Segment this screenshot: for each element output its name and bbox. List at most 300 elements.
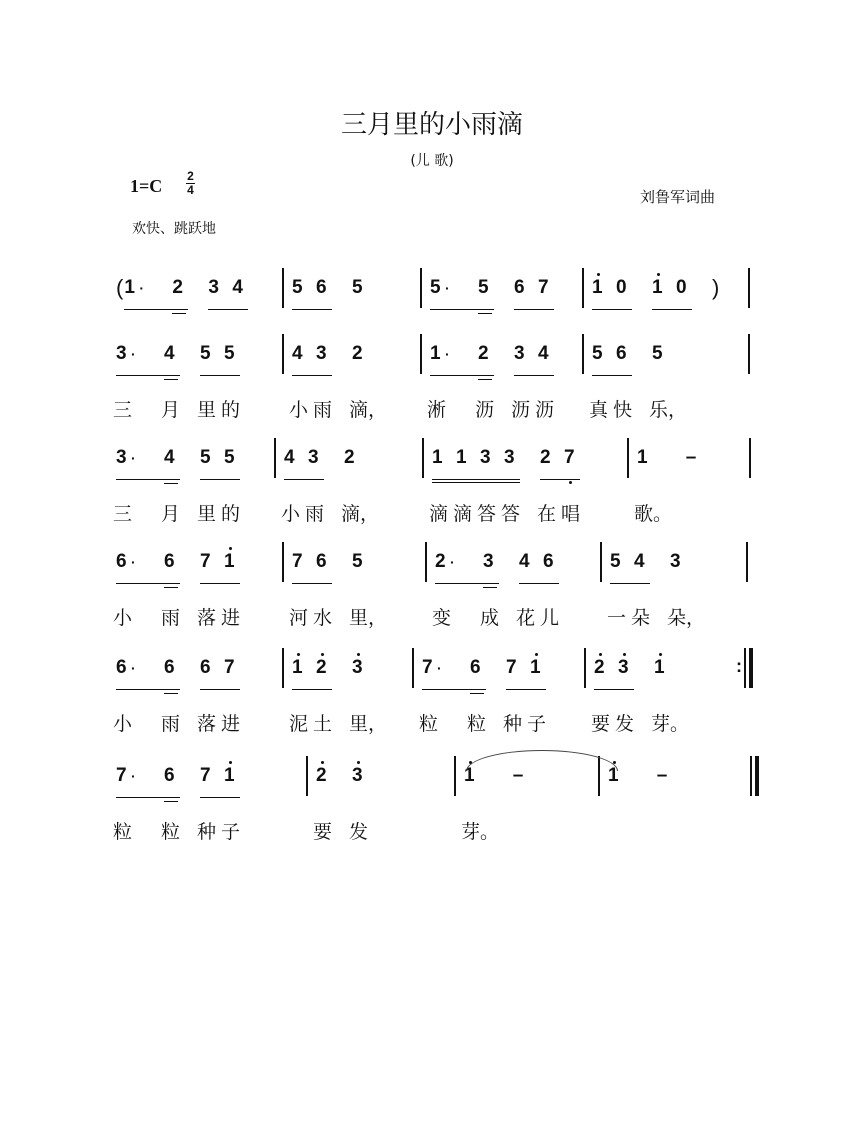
- eighth-beam: [116, 583, 180, 584]
- note-digit: 3: [352, 765, 363, 786]
- open-parenthesis: (: [116, 275, 124, 300]
- note-group: [197, 756, 248, 843]
- lyric: 月: [161, 399, 181, 421]
- lyric: 在: [537, 503, 557, 525]
- low-octave-dot: [569, 481, 572, 484]
- note-group: [537, 438, 588, 525]
- note-digit: 4: [164, 447, 175, 468]
- measure: [112, 334, 282, 421]
- note-group: [349, 542, 388, 629]
- song-title: 三月里的小雨滴: [340, 110, 523, 140]
- high-octave-dot: [623, 653, 626, 656]
- note: [676, 268, 700, 308]
- final-barline: [750, 756, 759, 796]
- time-signature-bottom: 4: [187, 183, 194, 197]
- note: [316, 268, 340, 308]
- note-digit: 1: [654, 657, 665, 678]
- note-digit: 6: [616, 343, 627, 364]
- note-group: [281, 438, 332, 525]
- note-digit: 5: [430, 277, 441, 298]
- note-digit: –: [656, 765, 668, 786]
- lyric: 粒: [161, 821, 181, 843]
- measure: [112, 756, 306, 843]
- measure: [422, 438, 627, 525]
- lyric: 要: [313, 821, 333, 843]
- measure: [598, 756, 750, 796]
- note-digit: 2: [344, 447, 355, 468]
- note: [313, 334, 340, 421]
- note-group: [516, 542, 567, 629]
- measure: [112, 438, 274, 525]
- measure: [582, 268, 748, 308]
- note-group: [432, 542, 507, 629]
- lyric: 粒: [419, 713, 439, 735]
- augmentation-dot: ·: [450, 554, 455, 570]
- eighth-beam: [514, 309, 554, 310]
- note-digit: 0: [676, 277, 687, 298]
- note-digit: 7: [506, 657, 517, 678]
- note-digit: 2: [594, 657, 605, 678]
- eighth-beam: [292, 689, 332, 690]
- lyric: 芽。: [461, 821, 500, 843]
- high-octave-dot: [657, 273, 660, 276]
- lyric: 水: [313, 607, 333, 629]
- tempo-marking: 欢快、跳跃地: [132, 221, 216, 237]
- sixteenth-underline: [478, 379, 492, 380]
- note-group: [419, 648, 494, 735]
- lyric: 朵，: [667, 607, 706, 629]
- note-group: [292, 268, 340, 308]
- lyric: 里: [197, 503, 217, 525]
- note: [232, 268, 256, 308]
- lyric: 小: [289, 399, 309, 421]
- lyric: 的: [221, 503, 241, 525]
- note: [649, 334, 688, 421]
- note-group: [197, 648, 248, 735]
- note: [289, 334, 316, 421]
- measure: [282, 268, 420, 308]
- note-digit: 3: [116, 343, 127, 364]
- measure: [274, 438, 422, 525]
- time-signature-top: 2: [187, 169, 194, 183]
- note: [607, 542, 634, 629]
- note: [467, 648, 494, 735]
- note-digit: 2: [316, 657, 327, 678]
- note-group: [592, 268, 640, 308]
- note: [453, 438, 480, 525]
- note: [661, 438, 721, 478]
- high-octave-dot: [659, 653, 662, 656]
- lyric: 土: [313, 713, 333, 735]
- lyric: 发: [349, 821, 369, 843]
- eighth-beam: [292, 583, 332, 584]
- note-digit: 1: [224, 551, 235, 572]
- note: [197, 438, 224, 525]
- note: [516, 542, 543, 629]
- lyric: 发: [615, 713, 635, 735]
- lyric: 里: [197, 399, 217, 421]
- note: [429, 438, 456, 525]
- eighth-beam: [652, 309, 692, 310]
- lyric: 滴，: [349, 399, 388, 421]
- note: [651, 648, 690, 735]
- note: [430, 268, 478, 308]
- note-group: [430, 268, 502, 308]
- note-digit: 1: [432, 447, 443, 468]
- eighth-beam: [208, 309, 248, 310]
- measure: [282, 648, 412, 735]
- close-parenthesis: ): [712, 275, 720, 300]
- note: [480, 542, 507, 629]
- note-group: [289, 648, 340, 735]
- note-group: [197, 438, 248, 525]
- note: [113, 542, 164, 629]
- note-digit: 6: [116, 657, 127, 678]
- sixteenth-underline: [172, 313, 186, 314]
- repeat-barline: [744, 648, 753, 688]
- note-digit: 2: [316, 765, 327, 786]
- sixteenth-underline: [478, 313, 492, 314]
- note-group: [429, 438, 528, 525]
- note-digit: 5: [200, 447, 211, 468]
- single-barline: [748, 334, 750, 374]
- eighth-beam: [124, 309, 188, 310]
- lyric: 答: [501, 503, 521, 525]
- note: [208, 268, 232, 308]
- note: [341, 438, 380, 525]
- augmentation-dot: ·: [131, 450, 136, 466]
- lyric: 泥: [289, 713, 309, 735]
- composer: 刘鲁军词曲: [640, 188, 716, 206]
- lyric: 歌。: [634, 503, 673, 525]
- lyric: 落: [197, 607, 217, 629]
- note: [221, 648, 248, 735]
- note-digit: 5: [610, 551, 621, 572]
- note: [591, 648, 618, 735]
- lyric: 粒: [113, 821, 133, 843]
- lyric: 滴: [453, 503, 473, 525]
- note: [289, 542, 316, 629]
- note: [292, 268, 316, 308]
- note-group: [511, 334, 562, 421]
- note: [313, 756, 340, 843]
- eighth-beam: [432, 479, 520, 480]
- note-digit: 6: [116, 551, 127, 572]
- high-octave-dot: [357, 761, 360, 764]
- measure: [306, 756, 454, 843]
- eighth-beam: [540, 479, 580, 480]
- lyric: 答: [477, 503, 497, 525]
- note-group: [289, 542, 340, 629]
- note: [113, 438, 164, 525]
- note: [613, 334, 640, 421]
- note-digit: 7: [224, 657, 235, 678]
- note-group: [608, 756, 692, 796]
- note-digit: 2: [478, 343, 489, 364]
- eighth-beam: [292, 375, 332, 376]
- note-digit: 4: [164, 343, 175, 364]
- lyric: 三: [113, 399, 133, 421]
- lyric: 乐，: [649, 399, 688, 421]
- lyric: 三: [113, 503, 133, 525]
- measure: [420, 334, 582, 421]
- measure: [420, 268, 582, 308]
- note: [161, 756, 188, 843]
- song-subtitle: (儿 歌): [410, 153, 454, 169]
- single-barline: [748, 268, 750, 308]
- sixteenth-underline: [164, 587, 178, 588]
- note-digit: 3: [514, 343, 525, 364]
- note-digit: 4: [634, 551, 645, 572]
- lyric: 落: [197, 713, 217, 735]
- note-digit: 1: [124, 277, 135, 298]
- sixteenth-underline: [483, 587, 497, 588]
- eighth-beam: [422, 689, 486, 690]
- note-digit: 4: [538, 343, 549, 364]
- eighth-beam: [116, 375, 180, 376]
- note: [540, 542, 567, 629]
- lyric: 芽。: [651, 713, 690, 735]
- note-digit: 2: [172, 277, 183, 298]
- note-digit: 6: [164, 551, 175, 572]
- lyric: 的: [221, 399, 241, 421]
- eighth-beam: [116, 689, 180, 690]
- note-digit: 3: [504, 447, 515, 468]
- note: [289, 648, 316, 735]
- measure: [425, 542, 600, 629]
- lyric: 种: [503, 713, 523, 735]
- note-group: [113, 438, 188, 525]
- eighth-beam: [430, 309, 494, 310]
- lyric: 沥: [475, 399, 495, 421]
- note-digit: 5: [200, 343, 211, 364]
- note: [501, 438, 528, 525]
- note: [477, 438, 504, 525]
- note: [478, 268, 502, 308]
- score-row: [112, 756, 750, 876]
- note-digit: 3: [618, 657, 629, 678]
- sixteenth-underline: [164, 801, 178, 802]
- sixteenth-underline: [164, 693, 178, 694]
- note-group: [503, 648, 554, 735]
- note: [221, 756, 248, 843]
- note-digit: –: [512, 765, 524, 786]
- note-digit: 4: [519, 551, 530, 572]
- note: [634, 438, 673, 525]
- note: [113, 648, 164, 735]
- lyric: 月: [161, 503, 181, 525]
- high-octave-dot: [535, 653, 538, 656]
- eighth-beam: [592, 375, 632, 376]
- note-digit: 2: [540, 447, 551, 468]
- note-group: [349, 334, 388, 421]
- note: [221, 334, 248, 421]
- note: [349, 334, 388, 421]
- note-group: [589, 334, 640, 421]
- eighth-beam: [116, 797, 180, 798]
- eighth-beam: [435, 583, 499, 584]
- note: [432, 542, 483, 629]
- lyric: 小: [281, 503, 301, 525]
- note-digit: 6: [514, 277, 525, 298]
- measure: [584, 648, 744, 735]
- augmentation-dot: ·: [131, 768, 136, 784]
- lyric: 里，: [349, 607, 388, 629]
- eighth-beam: [200, 797, 240, 798]
- note: [305, 438, 332, 525]
- note: [349, 756, 376, 843]
- note: [349, 648, 388, 735]
- note-digit: 5: [292, 277, 303, 298]
- note-digit: 7: [422, 657, 433, 678]
- note-digit: 6: [316, 551, 327, 572]
- note-digit: 7: [200, 765, 211, 786]
- lyric: 淅: [427, 399, 447, 421]
- lyric: 进: [221, 713, 241, 735]
- note-group: [634, 438, 721, 525]
- note-digit: 6: [316, 277, 327, 298]
- note-group: [667, 542, 706, 629]
- measure: [282, 542, 425, 629]
- note-digit: 5: [652, 343, 663, 364]
- time-signature: [186, 171, 195, 196]
- lyric: 雨: [305, 503, 325, 525]
- lyric: 进: [221, 607, 241, 629]
- note: [632, 756, 692, 796]
- measure: [112, 268, 282, 308]
- lyric: 粒: [467, 713, 487, 735]
- high-octave-dot: [229, 761, 232, 764]
- note: [537, 438, 564, 525]
- single-barline: [749, 438, 751, 478]
- eighth-beam: [514, 375, 554, 376]
- augmentation-dot: ·: [131, 346, 136, 362]
- note-group: [113, 756, 188, 843]
- note-digit: 6: [164, 657, 175, 678]
- lyric: 小: [113, 713, 133, 735]
- note: [313, 648, 340, 735]
- note-digit: 4: [232, 277, 243, 298]
- eighth-beam: [200, 375, 240, 376]
- lyric: 变: [432, 607, 452, 629]
- eighth-beam: [200, 689, 240, 690]
- note-group: [652, 268, 700, 308]
- score-row: [112, 542, 746, 662]
- note-digit: 6: [164, 765, 175, 786]
- note: [616, 268, 640, 308]
- note-digit: 6: [200, 657, 211, 678]
- lyric: 朵: [631, 607, 651, 629]
- note-group: [113, 334, 188, 421]
- note-digit: 1: [652, 277, 663, 298]
- lyric: 滴: [429, 503, 449, 525]
- lyric: 沥: [535, 399, 555, 421]
- score-row: [112, 438, 749, 558]
- note-digit: 6: [543, 551, 554, 572]
- note: [535, 334, 562, 421]
- augmentation-dot: ·: [131, 660, 136, 676]
- note-digit: 1: [224, 765, 235, 786]
- lyric: 要: [591, 713, 611, 735]
- augmentation-dot: ·: [131, 554, 136, 570]
- note: [161, 542, 188, 629]
- augmentation-dot: ·: [445, 280, 450, 296]
- note-group: [349, 756, 376, 843]
- note: [113, 334, 164, 421]
- note: [652, 268, 676, 308]
- note-digit: 1: [608, 765, 619, 786]
- note: [667, 542, 706, 629]
- eighth-beam: [594, 689, 634, 690]
- note: [197, 334, 224, 421]
- note-digit: 3: [208, 277, 219, 298]
- note: [197, 648, 224, 735]
- high-octave-dot: [597, 273, 600, 276]
- lyric: 花: [516, 607, 536, 629]
- note-digit: 1: [530, 657, 541, 678]
- note: [349, 542, 388, 629]
- measure: [112, 648, 282, 735]
- lyric: 唱: [561, 503, 581, 525]
- eighth-beam: [610, 583, 650, 584]
- note-digit: 4: [284, 447, 295, 468]
- augmentation-dot: ·: [139, 280, 144, 296]
- lyric: 滴，: [341, 503, 380, 525]
- note: [313, 542, 340, 629]
- note-group: [341, 438, 380, 525]
- eighth-beam: [200, 583, 240, 584]
- note: [589, 334, 616, 421]
- note: [475, 334, 502, 421]
- augmentation-dot: ·: [445, 346, 450, 362]
- note: [221, 438, 248, 525]
- note: [561, 438, 588, 525]
- note: [281, 438, 308, 525]
- note-group: [649, 334, 688, 421]
- note-digit: 7: [116, 765, 127, 786]
- note: [197, 756, 224, 843]
- eighth-beam: [506, 689, 546, 690]
- note-digit: 5: [224, 447, 235, 468]
- lyric: 河: [289, 607, 309, 629]
- high-octave-dot: [321, 761, 324, 764]
- lyric: 雨: [161, 607, 181, 629]
- eighth-beam: [284, 479, 324, 480]
- note-group: [427, 334, 502, 421]
- note-digit: 6: [470, 657, 481, 678]
- note-digit: 7: [538, 277, 549, 298]
- high-octave-dot: [229, 547, 232, 550]
- note: [161, 648, 188, 735]
- note: [527, 648, 554, 735]
- note-digit: 3: [308, 447, 319, 468]
- note-group: [352, 268, 376, 308]
- note: [631, 542, 658, 629]
- measure: [112, 542, 282, 629]
- note-group: [113, 542, 188, 629]
- note-digit: 7: [564, 447, 575, 468]
- eighth-beam: [519, 583, 559, 584]
- note-digit: 5: [224, 343, 235, 364]
- note-group: [607, 542, 658, 629]
- lyric: 子: [527, 713, 547, 735]
- sixteenth-underline: [164, 483, 178, 484]
- note-digit: –: [685, 447, 697, 468]
- score-row: [112, 648, 744, 768]
- note-digit: 1: [464, 765, 475, 786]
- note: [113, 756, 164, 843]
- lyric: 真: [589, 399, 609, 421]
